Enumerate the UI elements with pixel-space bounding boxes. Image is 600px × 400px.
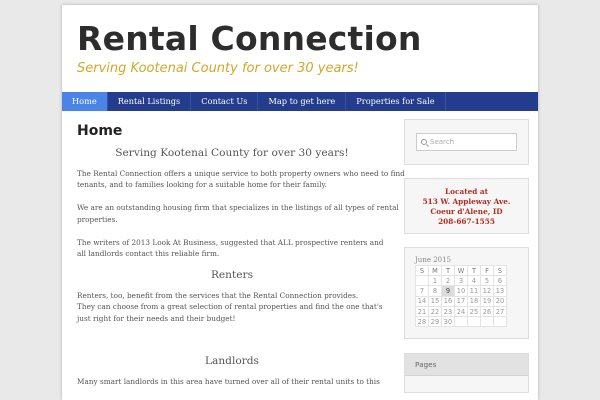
paragraph-line: tenants, and to families looking for a suitable home for their family. (77, 180, 327, 190)
calendar-table (415, 265, 507, 327)
content-subtitle: Serving Kootenai County for over 30 years! (115, 147, 349, 159)
main-navigation (62, 92, 538, 111)
calendar-day: 15 (429, 296, 442, 306)
pages-widget (404, 353, 529, 393)
calendar-day: 23 (442, 306, 455, 316)
site-title[interactable]: Rental Connection (77, 19, 422, 58)
calendar-day (494, 317, 507, 327)
page-title: Home (77, 123, 123, 139)
calendar-day: 29 (429, 317, 442, 327)
calendar-weekday: S (416, 266, 429, 276)
calendar-widget (404, 247, 529, 339)
calendar-day: 3 (455, 276, 468, 286)
calendar-day: 22 (429, 306, 442, 316)
address-line: Located at (445, 187, 488, 196)
calendar-day (455, 317, 468, 327)
calendar-day: 13 (494, 286, 507, 296)
calendar-day: 7 (416, 286, 429, 296)
calendar-day: 21 (416, 306, 429, 316)
calendar-weekday: T (442, 266, 455, 276)
renters-heading: Renters (210, 269, 254, 282)
calendar-day (481, 317, 494, 327)
paragraph-line: just right for their needs and their budget! (77, 313, 236, 323)
address-widget (404, 178, 529, 234)
paragraph-line: We are an outstanding housing firm that specializes in the listings of all types of rental (77, 203, 399, 213)
calendar-day: 28 (416, 317, 429, 327)
search-widget (404, 119, 529, 165)
calendar-day (468, 317, 481, 327)
paragraph-line: The Rental Connection offers a unique service to both property owners who need to find (77, 169, 405, 178)
calendar-day: 18 (468, 296, 481, 306)
page-container (62, 5, 538, 400)
calendar-day: 5 (481, 276, 494, 286)
address-line: Coeur d'Alene, ID (430, 207, 503, 216)
calendar-day: 30 (442, 317, 455, 327)
calendar-day: 24 (455, 306, 468, 316)
search-input[interactable] (416, 133, 517, 151)
calendar-caption: June 2015 (415, 256, 452, 264)
calendar-day (416, 276, 429, 286)
calendar-day: 20 (494, 296, 507, 306)
calendar-day-today: 9 (442, 286, 455, 296)
calendar-day: 11 (468, 286, 481, 296)
search-icon (421, 139, 427, 145)
calendar-day: 26 (481, 306, 494, 316)
calendar-day: 16 (442, 296, 455, 306)
nav-item-contact-us[interactable]: Contact Us (191, 92, 258, 111)
calendar-day: 4 (468, 276, 481, 286)
main-content (77, 123, 405, 387)
calendar-day: 25 (468, 306, 481, 316)
calendar-day: 14 (416, 296, 429, 306)
calendar-weekday: W (455, 266, 468, 276)
address-line: 513 W. Appleway Ave. (422, 197, 511, 206)
nav-item-rental-listings[interactable]: Rental Listings (108, 92, 192, 111)
calendar-day: 6 (494, 276, 507, 286)
calendar-weekday: T (468, 266, 481, 276)
nav-item-map[interactable]: Map to get here (258, 92, 346, 111)
calendar-day: 8 (429, 286, 442, 296)
paragraph-line: all landlords contact this reliable firm. (77, 249, 220, 259)
calendar-day: 10 (455, 286, 468, 296)
calendar-weekday: S (494, 266, 507, 276)
landlords-heading: Landlords (204, 354, 259, 367)
calendar-day: 12 (481, 286, 494, 296)
calendar-day: 2 (442, 276, 455, 286)
site-tagline: Serving Kootenai County for over 30 years! (77, 61, 359, 76)
calendar-day: 27 (494, 306, 507, 316)
calendar-day: 17 (455, 296, 468, 306)
nav-item-properties-for-sale[interactable]: Properties for Sale (346, 92, 445, 111)
calendar-weekday: F (481, 266, 494, 276)
paragraph-line: They can choose from a great selection of rental properties and find the one that's (77, 302, 383, 312)
paragraph-line: Renters, too, benefit from the services that the Rental Connection provides. (77, 291, 359, 301)
nav-item-home[interactable]: Home (62, 92, 108, 111)
calendar-weekday: M (429, 266, 442, 276)
calendar-day: 1 (429, 276, 442, 286)
search-placeholder: Search (430, 138, 455, 146)
calendar-day: 19 (481, 296, 494, 306)
phone-number: 208-667-1555 (438, 217, 495, 226)
pages-widget-title: Pages (405, 354, 528, 376)
paragraph-line: properties. (77, 214, 118, 224)
paragraph-line: The writers of 2013 Look At Business, suggested that ALL prospective renters and (77, 237, 384, 247)
sidebar (404, 119, 529, 393)
paragraph-line: Many smart landlords in this area have turned over all of their rental units to this (77, 376, 380, 386)
